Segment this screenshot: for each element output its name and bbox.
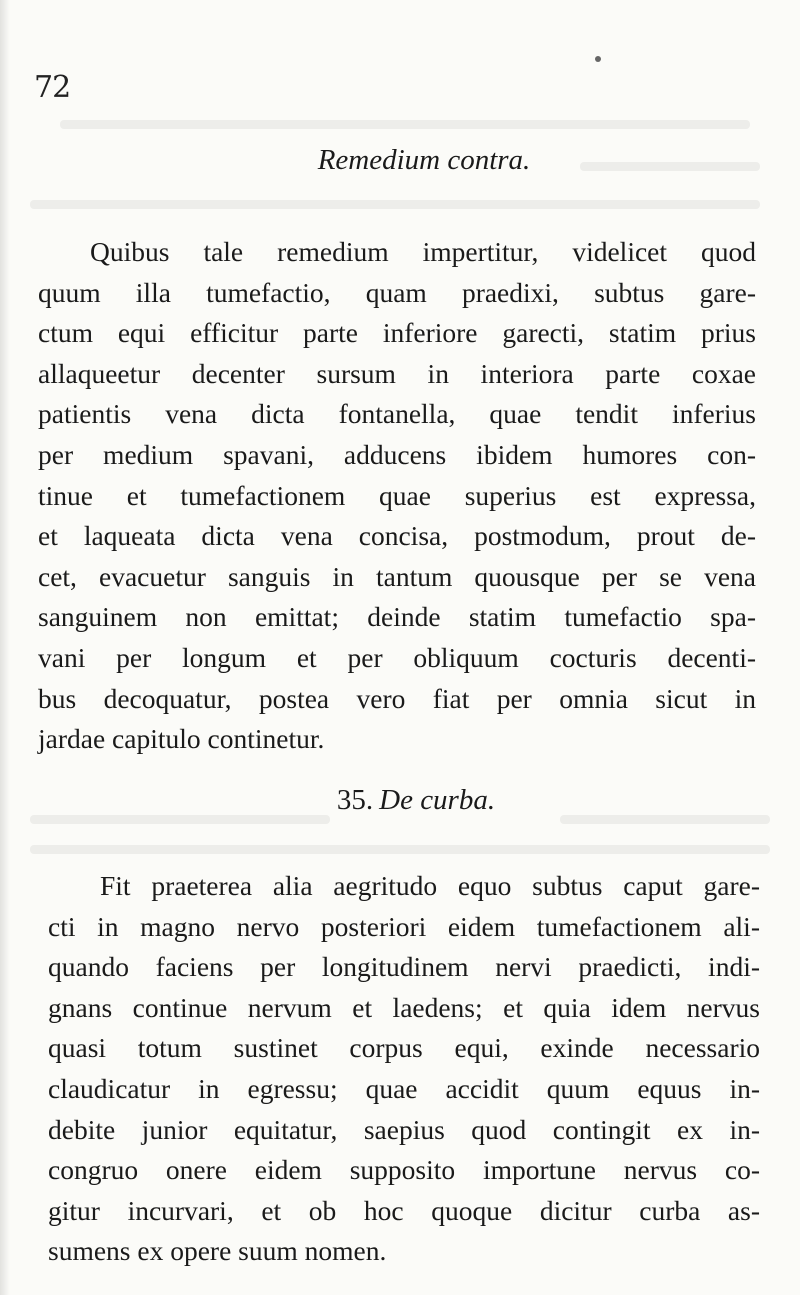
- text-line: gitur incurvari, et ob hoc quoque dicitur curba as-: [48, 1194, 760, 1226]
- text-line: debite junior equitatur, saepius quod contingit ex in-: [48, 1113, 760, 1145]
- text-line: vani per longum et per obliquum cocturis decenti-: [38, 641, 756, 673]
- text-line: congruo onere eidem supposito importune nervus co-: [48, 1154, 760, 1186]
- text-line: quum illa tumefactio, quam praedixi, subtus gare-: [38, 276, 756, 308]
- text-line: cet, evacuetur sanguis in tantum quousque per se vena: [38, 560, 756, 592]
- section-number: 35.: [336, 784, 374, 816]
- show-through-mark: [60, 120, 750, 129]
- text-line: quasi totum sustinet corpus equi, exinde necessario: [48, 1032, 760, 1064]
- text-line: sumens ex opere suum nomen.: [48, 1235, 387, 1267]
- show-through-mark: [30, 845, 770, 854]
- section-heading: [16, 784, 800, 817]
- page-edge-shadow: [0, 0, 10, 1295]
- text-line: bus decoquatur, postea vero fiat per omnia sicut in: [38, 682, 756, 714]
- page-number: 72: [34, 70, 71, 105]
- text-line: sanguinem non emittat; deinde statim tumefactio spa-: [38, 601, 756, 633]
- text-line: gnans continue nervum et laedens; et quia idem nervus: [48, 991, 760, 1023]
- text-line: jardae capitulo continetur.: [38, 723, 325, 755]
- section-paragraph: [48, 866, 760, 1272]
- paper-speck: [595, 56, 601, 62]
- text-line: ctum equi efficitur parte inferiore garecti, statim prius: [38, 317, 756, 349]
- text-line: et laqueata dicta vena concisa, postmodum, prout de-: [38, 520, 756, 552]
- text-line: patientis vena dicta fontanella, quae tendit inferius: [38, 398, 756, 430]
- text-line: tinue et tumefactionem quae superius est expressa,: [38, 479, 756, 511]
- text-line: cti in magno nervo posteriori eidem tumefactionem ali-: [48, 910, 760, 942]
- text-line: per medium spavani, adducens ibidem humores con-: [38, 438, 756, 470]
- section-paragraph: [38, 232, 756, 760]
- text-line: claudicatur in egressu; quae accidit quum equus in-: [48, 1072, 760, 1104]
- text-line: allaqueetur decenter sursum in interiora parte coxae: [38, 357, 756, 389]
- show-through-mark: [30, 200, 760, 209]
- text-line: Quibus tale remedium impertitur, videlicet quod: [90, 236, 756, 267]
- section-title: De curba.: [379, 784, 496, 816]
- text-line: quando faciens per longitudinem nervi praedicti, indi-: [48, 951, 760, 983]
- text-line: Fit praeterea alia aegritudo equo subtus caput gare-: [100, 870, 760, 901]
- section-heading: Remedium contra.: [317, 144, 531, 176]
